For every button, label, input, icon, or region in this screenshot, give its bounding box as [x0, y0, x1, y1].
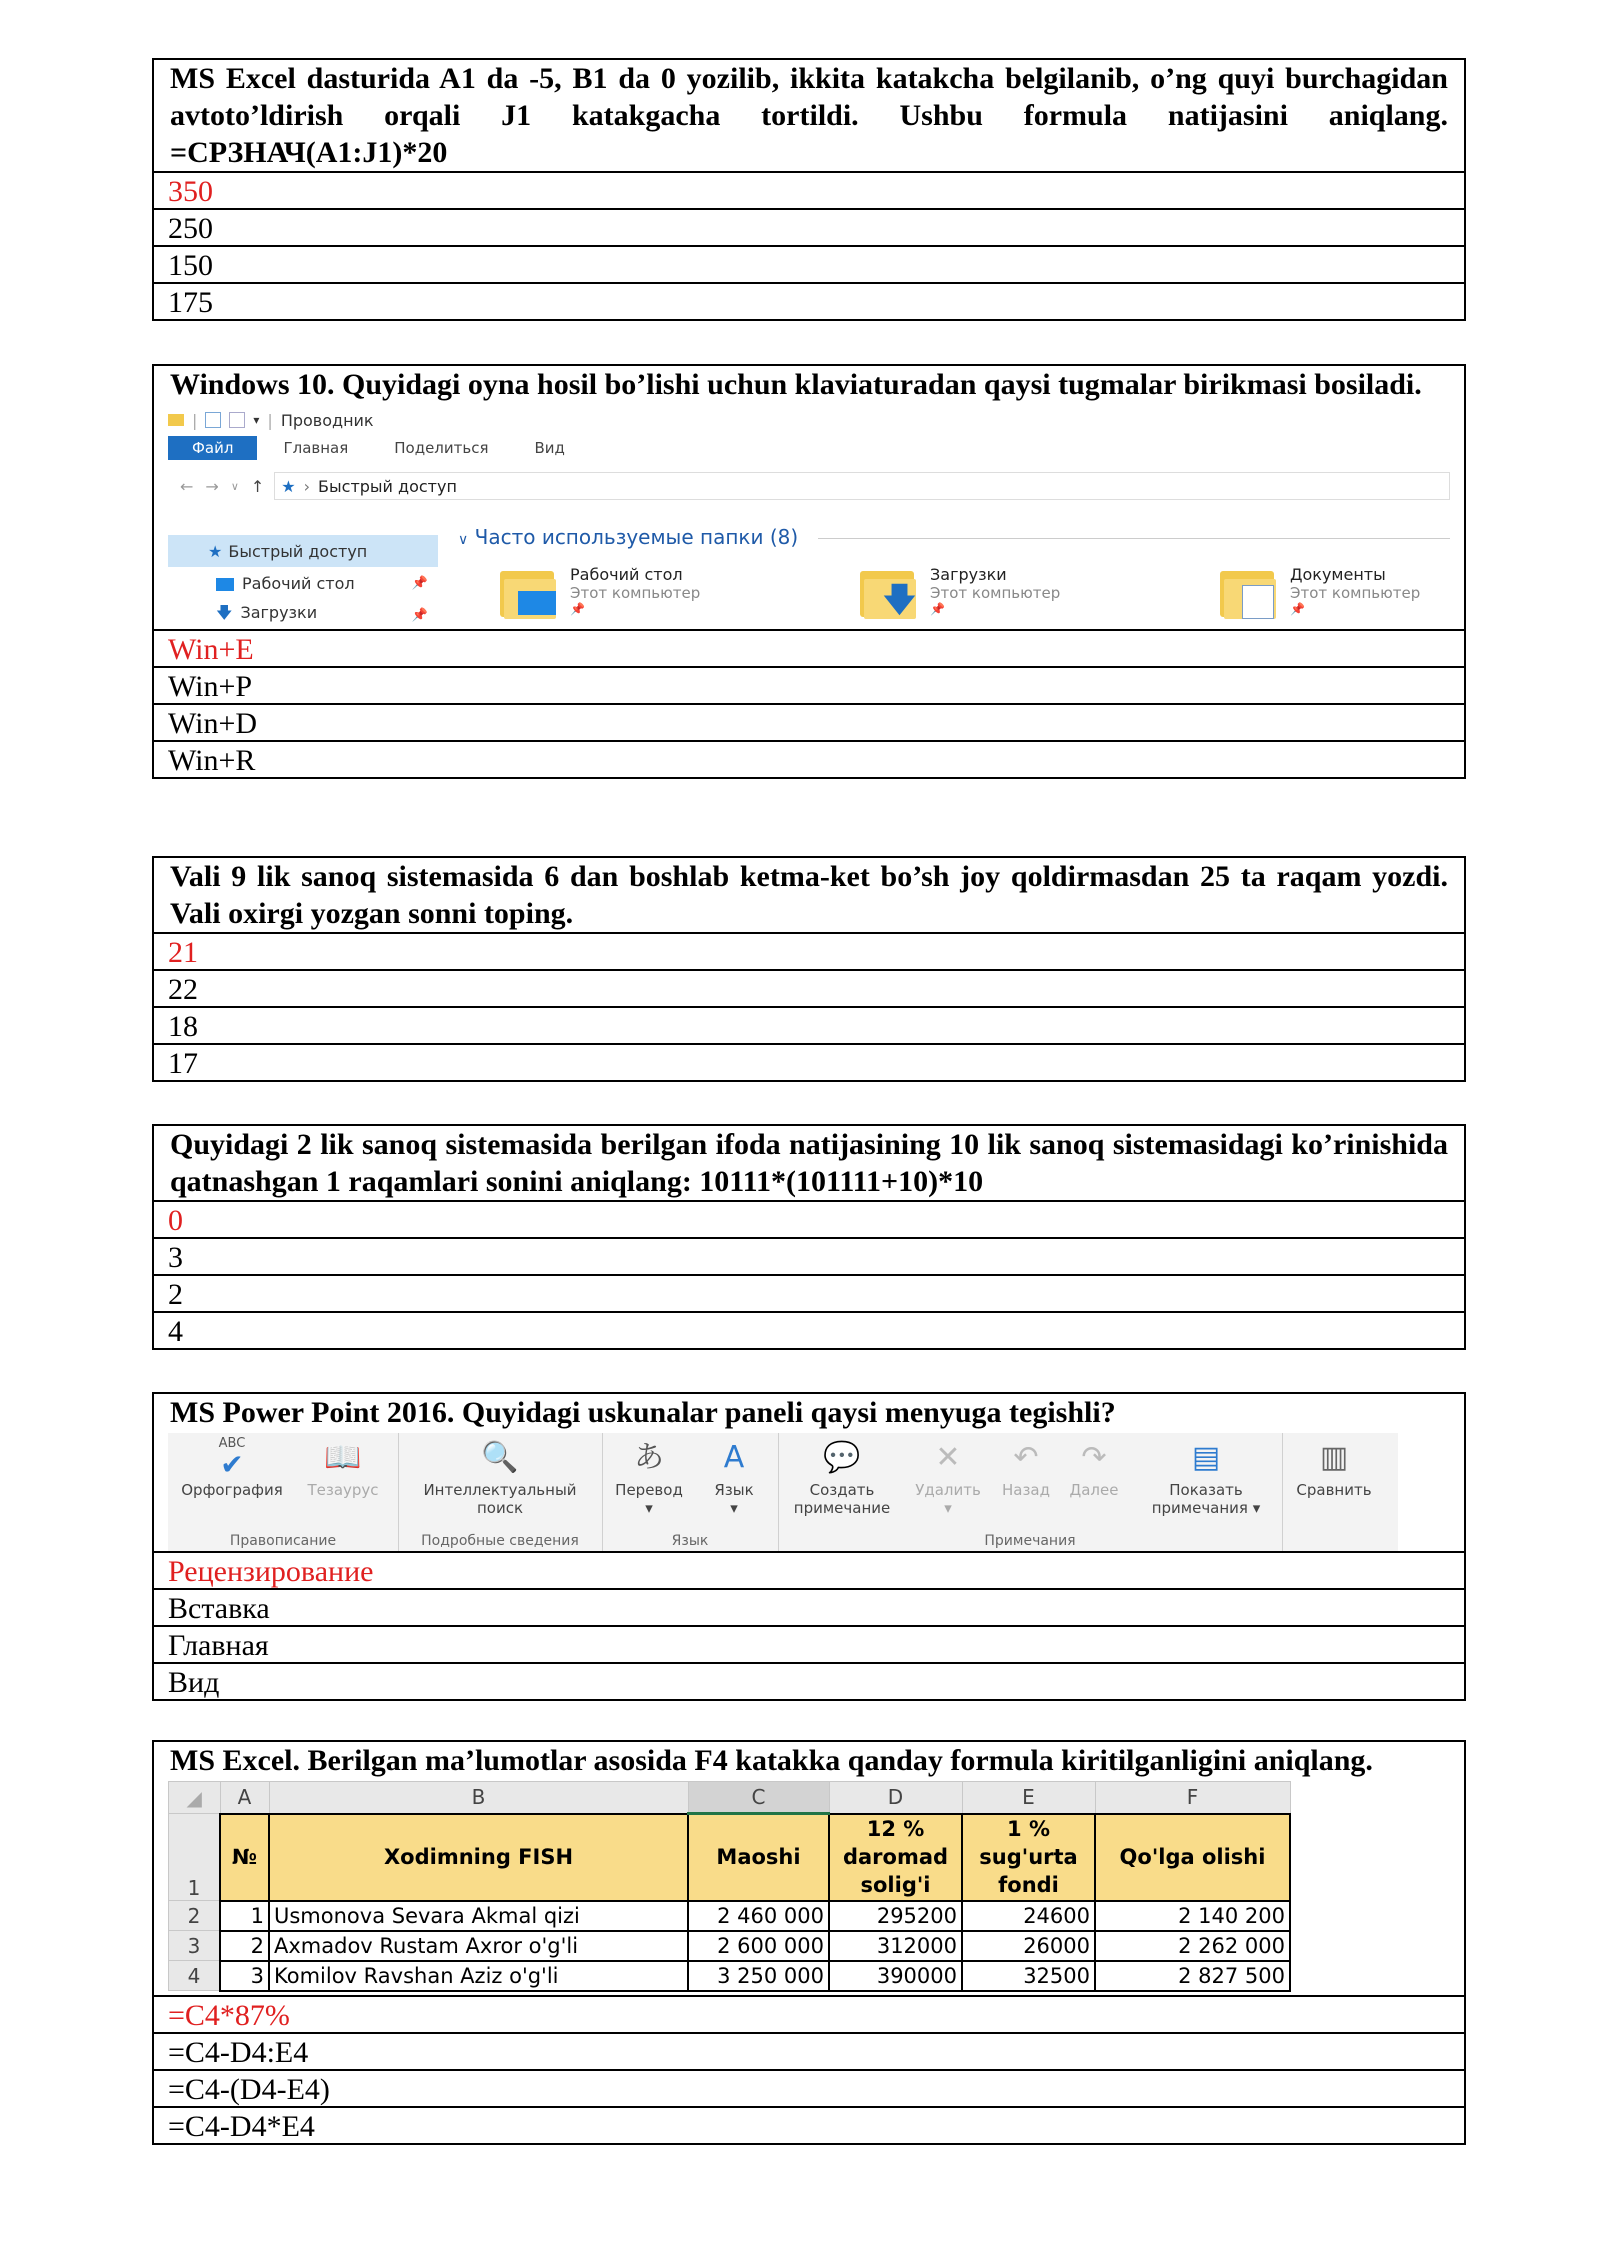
column-header[interactable]: B [269, 1782, 688, 1814]
answer-option[interactable]: Win+D [154, 703, 1464, 740]
column-header[interactable]: E [962, 1782, 1095, 1814]
table-cell[interactable]: 2 460 000 [688, 1901, 829, 1931]
group-label: Примечания [984, 1533, 1076, 1549]
button-label: Орфография [181, 1481, 283, 1499]
answer-option[interactable]: 2 [154, 1274, 1464, 1311]
tab-home[interactable]: Главная [283, 439, 349, 457]
nav-label: Быстрый доступ [228, 541, 368, 561]
column-header[interactable]: F [1095, 1782, 1290, 1814]
button-label: Сравнить [1296, 1481, 1372, 1499]
question-text: MS Power Point 2016. Quyidagi uskunalar paneli qaysi menyuga tegishli? [170, 1396, 1116, 1429]
address-text: Быстрый доступ [318, 476, 457, 496]
tab-file[interactable]: Файл [168, 436, 257, 460]
pin-icon: 📌 [930, 602, 945, 616]
compare-icon: ▥ [1319, 1440, 1349, 1475]
answer-option[interactable]: Win+P [154, 666, 1464, 703]
button-label: Тезаурус [307, 1481, 379, 1499]
question-text: Vali 9 lik sanoq sistemasida 6 dan boshlab ketma-ket bo’sh joy qoldirmasdan 25 ta raqam yozdi. Vali oxirgi yozgan sonni toping. [170, 860, 1448, 930]
folder-downloads[interactable] [858, 565, 1060, 621]
folder-icon [498, 565, 560, 621]
answer-option-correct[interactable]: =C4*87% [154, 1995, 1464, 2032]
button-label: Показать [1169, 1481, 1243, 1499]
answer-option-correct[interactable]: 0 [154, 1200, 1464, 1237]
excel-grid [168, 1781, 1291, 1992]
new-comment-button[interactable] [782, 1435, 902, 1517]
question-block-3 [152, 856, 1466, 1082]
language-button[interactable] [696, 1435, 772, 1517]
button-label: Интеллектуальный [423, 1481, 577, 1499]
folder-location: Этот компьютер [570, 584, 701, 602]
header-line: 1 % [1007, 1817, 1050, 1841]
nav-desktop[interactable] [168, 567, 438, 599]
delete-comment-icon: ✕ [935, 1440, 961, 1475]
header-cell[interactable] [829, 1814, 962, 1901]
tab-view[interactable]: Вид [534, 439, 565, 457]
answer-option[interactable]: 22 [154, 969, 1464, 1006]
header-cell[interactable]: Maoshi [688, 1814, 829, 1901]
group-proofing [168, 1433, 399, 1551]
quick-access-toolbar-icon[interactable] [205, 412, 221, 428]
header-line: daromad [842, 1845, 949, 1869]
chevron-down-icon: ∨ [458, 532, 469, 548]
book-icon: 📖 [324, 1440, 362, 1475]
magnifier-info-icon: 🔍 [481, 1440, 519, 1475]
folder-name: Загрузки [930, 565, 1007, 584]
answer-option-correct[interactable]: 21 [154, 932, 1464, 969]
row-header[interactable]: 2 [169, 1901, 221, 1931]
table-row [169, 1901, 1291, 1931]
column-header[interactable]: D [829, 1782, 962, 1814]
question-text: Windows 10. Quyidagi oyna hosil bo’lishi uchun klaviaturadan qaysi tugmalar birikmasi bosiladi. [170, 368, 1422, 401]
header-cell[interactable]: № [220, 1814, 269, 1901]
column-header[interactable]: C [688, 1782, 829, 1814]
row-header[interactable]: 1 [169, 1814, 221, 1901]
question-block-2 [152, 364, 1466, 779]
explorer-titlebar: | ▾ | Проводник [168, 409, 374, 431]
row-header[interactable]: 4 [169, 1961, 221, 1991]
dropdown-icon: ▾ [730, 1499, 738, 1517]
row-header[interactable]: 3 [169, 1931, 221, 1961]
folder-location: Этот компьютер [930, 584, 1061, 602]
nav-quick-access[interactable] [168, 535, 438, 567]
question-block-4 [152, 1124, 1466, 1350]
thesaurus-button[interactable] [298, 1435, 388, 1499]
nav-label: Рабочий стол [242, 573, 355, 593]
navigation-pane [168, 535, 438, 631]
tab-share[interactable]: Поделиться [394, 439, 489, 457]
pin-icon: 📌 [411, 575, 428, 591]
answer-option[interactable]: 18 [154, 1006, 1464, 1043]
address-field[interactable]: ★ › Быстрый доступ [274, 472, 1450, 500]
pin-icon: 📌 [1290, 602, 1305, 616]
button-label: Удалить [915, 1481, 981, 1499]
answer-option[interactable]: Вставка [154, 1588, 1464, 1625]
select-all-corner[interactable]: ◢ [169, 1782, 221, 1814]
answer-option[interactable]: 250 [154, 208, 1464, 245]
download-arrow-icon: 🡇 [216, 602, 233, 622]
answer-option[interactable]: =C4-D4:E4 [154, 2032, 1464, 2069]
button-label: Перевод [615, 1481, 683, 1499]
group-insights [398, 1433, 603, 1551]
dropdown-icon[interactable]: ▾ [253, 413, 260, 427]
table-cell[interactable]: 1 [220, 1901, 269, 1931]
answer-option-correct[interactable]: 350 [154, 171, 1464, 208]
table-cell[interactable]: 3 250 000 [688, 1961, 829, 1991]
header-cell[interactable]: Xodimning FISH [269, 1814, 688, 1901]
pin-icon: 📌 [411, 607, 428, 623]
back-arrow-icon[interactable]: ← [180, 476, 194, 496]
table-cell[interactable]: 2 140 200 [1095, 1901, 1290, 1931]
translate-button[interactable] [606, 1435, 692, 1517]
star-icon: ★ [208, 541, 223, 561]
table-row [169, 1814, 1291, 1901]
button-label: примечания [1151, 1499, 1248, 1517]
table-cell[interactable]: 2 600 000 [688, 1931, 829, 1961]
table-cell[interactable]: 2 827 500 [1095, 1961, 1290, 1991]
up-arrow-icon[interactable]: ↑ [250, 476, 265, 496]
table-cell[interactable]: 312000 [829, 1931, 962, 1961]
next-comment-button[interactable] [1062, 1435, 1126, 1499]
address-bar [168, 471, 1450, 501]
dropdown-icon: ▾ [1252, 1499, 1261, 1517]
divider [818, 538, 1450, 539]
explorer-screenshot [168, 405, 1450, 629]
dropdown-icon: ▾ [645, 1499, 653, 1517]
header-line: sug'urta [979, 1845, 1078, 1869]
header-line: solig'i [860, 1873, 931, 1897]
answer-option[interactable]: Вид [154, 1662, 1464, 1699]
table-cell[interactable]: 2 262 000 [1095, 1931, 1290, 1961]
table-row [169, 1931, 1291, 1961]
table-cell[interactable]: 390000 [829, 1961, 962, 1991]
star-icon: ★ [281, 476, 296, 496]
button-label: Язык [714, 1481, 754, 1499]
frequent-folders-header[interactable]: ∨ Часто используемые папки (8) [458, 525, 799, 549]
group-comments [778, 1433, 1283, 1551]
table-cell[interactable]: Usmonova Sevara Akmal qizi [269, 1901, 688, 1931]
answer-option-correct[interactable]: Рецензирование [154, 1551, 1464, 1588]
button-label: поиск [476, 1499, 524, 1517]
forward-arrow-icon[interactable]: → [205, 476, 219, 496]
header-line: 12 % [866, 1817, 925, 1841]
dropdown-icon: ▾ [944, 1499, 952, 1517]
pin-icon: 📌 [570, 602, 585, 616]
answer-option[interactable]: 150 [154, 245, 1464, 282]
language-icon: A [723, 1440, 745, 1475]
answer-option-correct[interactable]: Win+E [154, 629, 1464, 666]
table-cell[interactable]: Axmadov Rustam Axror o'g'li [269, 1931, 688, 1961]
ribbon-tabs [168, 435, 1450, 461]
window-title: Проводник [280, 410, 374, 430]
powerpoint-ribbon-screenshot [168, 1433, 1450, 1551]
show-comments-icon: ▤ [1191, 1440, 1221, 1475]
compare-button[interactable] [1286, 1435, 1382, 1499]
table-cell[interactable]: 32500 [962, 1961, 1095, 1991]
header-cell[interactable]: Qo'lga olishi [1095, 1814, 1290, 1901]
answer-option[interactable]: Win+R [154, 740, 1464, 777]
table-cell[interactable]: 2 [220, 1931, 269, 1961]
group-label: Подробные сведения [421, 1533, 579, 1549]
group-compare [1282, 1433, 1382, 1551]
group-language [602, 1433, 779, 1551]
folder-desktop[interactable] [498, 565, 700, 621]
answer-option[interactable]: Главная [154, 1625, 1464, 1662]
excel-table-screenshot [168, 1781, 1450, 1995]
folder-location: Этот компьютер [1290, 584, 1421, 602]
header-cell[interactable] [962, 1814, 1095, 1901]
question-block-5 [152, 1392, 1466, 1701]
table-cell[interactable]: Komilov Ravshan Aziz o'g'li [269, 1961, 688, 1991]
answer-option[interactable]: 4 [154, 1311, 1464, 1348]
header-line: fondi [998, 1873, 1059, 1897]
answer-option[interactable]: =C4-D4*E4 [154, 2106, 1464, 2143]
button-label: примечание [793, 1499, 891, 1517]
table-cell[interactable]: 295200 [829, 1901, 962, 1931]
smart-lookup-button[interactable] [402, 1435, 598, 1517]
previous-comment-button[interactable] [994, 1435, 1058, 1499]
table-cell[interactable]: 3 [220, 1961, 269, 1991]
question-block-1 [152, 58, 1466, 321]
show-comments-button[interactable] [1138, 1435, 1274, 1517]
button-label: Создать [809, 1481, 875, 1499]
answer-option[interactable]: 175 [154, 282, 1464, 319]
desktop-icon [216, 578, 234, 591]
folder-icon: 🡇 [858, 565, 920, 621]
group-label: Правописание [229, 1533, 337, 1549]
spelling-check-icon: ABC ✔ [218, 1436, 246, 1481]
new-comment-icon: 💬 [823, 1440, 861, 1475]
button-label: Назад [1001, 1481, 1050, 1499]
question-text: Quyidagi 2 lik sanoq sistemasida berilgan ifoda natijasining 10 lik sanoq sistemasidagi ko’rinishida qatnashgan 1 raqamlari sonini aniqlang: 10111*(101111+10)*10 [170, 1128, 1448, 1198]
chevron-down-icon[interactable]: ∨ [230, 479, 239, 493]
table-row [169, 1961, 1291, 1991]
question-text: MS Excel dasturida A1 da -5, B1 da 0 yozilib, ikkita katakcha belgilanib, o’ng quyi burchagidan avtoto’ldirish orqali J1 katakgacha tortildi. Ushbu formula natijasini aniqlang. =СРЗНАЧ(A1:J1)*20 [170, 62, 1448, 169]
folder-icon [1218, 565, 1280, 621]
next-comment-icon: ↷ [1081, 1440, 1107, 1475]
question-block-6 [152, 1740, 1466, 2145]
column-header[interactable]: A [220, 1782, 269, 1814]
table-cell[interactable]: 26000 [962, 1931, 1095, 1961]
table-cell[interactable]: 24600 [962, 1901, 1095, 1931]
answer-option[interactable]: 3 [154, 1237, 1464, 1274]
nav-label: Загрузки [240, 602, 318, 622]
answer-option[interactable]: 17 [154, 1043, 1464, 1080]
spelling-button[interactable] [172, 1435, 292, 1499]
delete-comment-button[interactable] [906, 1435, 990, 1517]
translate-icon: あ [634, 1440, 664, 1475]
answer-option[interactable]: =C4-(D4-E4) [154, 2069, 1464, 2106]
folder-icon [168, 414, 184, 426]
question-text: MS Excel. Berilgan ma’lumotlar asosida F4 katakka qanday formula kiritilganligini aniqlang. [170, 1744, 1373, 1777]
group-label: Язык [671, 1533, 709, 1549]
folder-name: Рабочий стол [570, 565, 683, 584]
nav-downloads[interactable] [168, 599, 438, 631]
folder-name: Документы [1290, 565, 1386, 584]
quick-access-toolbar-icon[interactable] [229, 412, 245, 428]
button-label: Далее [1069, 1481, 1119, 1499]
previous-comment-icon: ↶ [1013, 1440, 1039, 1475]
column-header-row [169, 1782, 1291, 1814]
folder-documents[interactable] [1218, 565, 1420, 621]
